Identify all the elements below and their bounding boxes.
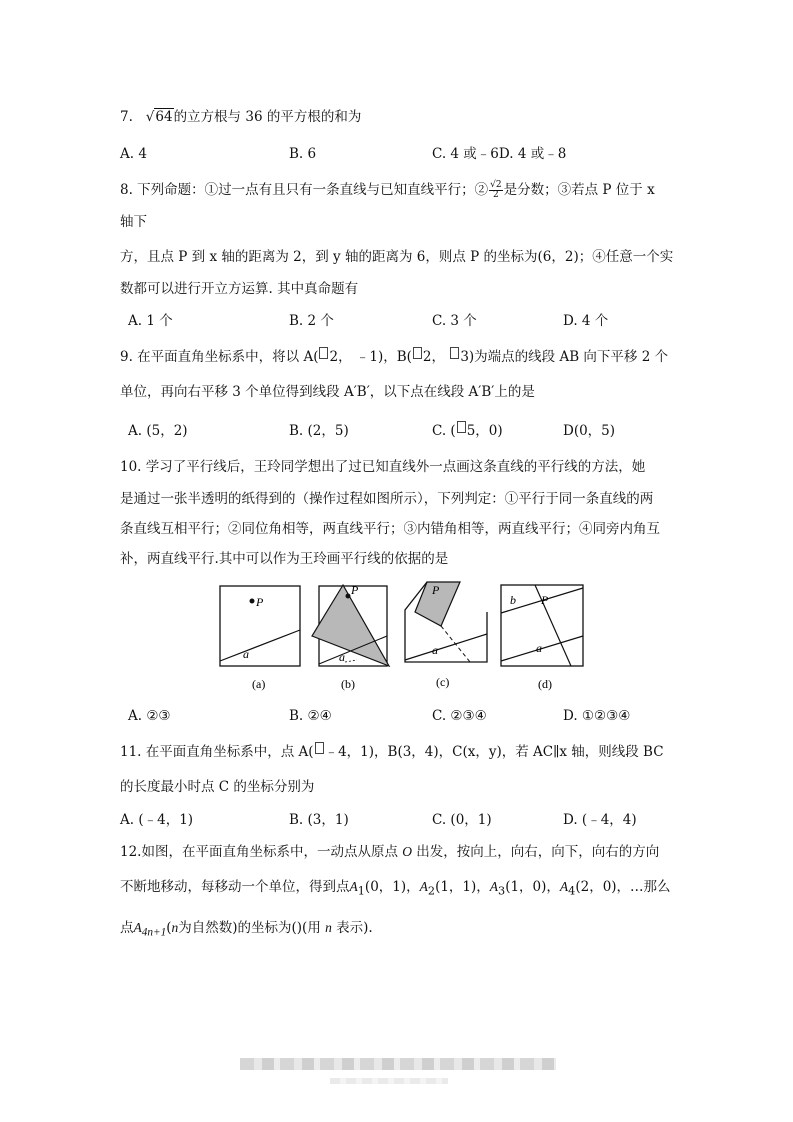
q8-option-d: D. 4 个 xyxy=(563,313,609,329)
missing-glyph-box-icon xyxy=(319,347,328,359)
q12-a3-sub: 3 xyxy=(498,884,506,898)
q12-a1-sub: 1 xyxy=(357,884,365,898)
q9-line1 xyxy=(120,347,668,367)
footer-watermark xyxy=(240,1058,556,1070)
q9-line1-b: 2， ﹣1)，B( xyxy=(329,349,412,365)
q10-line2: 是通过一张半透明的纸得到的（操作过程如图所示），下列判定：①平行于同一条直线的两 xyxy=(120,491,654,507)
q8-line1-a: 8. 下列命题：①过一点有且只有一条直线与已知直线平行；② xyxy=(120,182,489,198)
q9-option-c-a: C. ( xyxy=(432,423,456,439)
q12-line3-d: 表示). xyxy=(331,920,373,936)
q12-origin-o: O xyxy=(402,844,413,859)
q12-a4: A xyxy=(559,879,569,894)
q10-option-a: A. ②③ xyxy=(128,708,171,724)
figure-c xyxy=(405,582,487,689)
q8-frac-num: √2 xyxy=(490,180,502,190)
q7-radical: √64 xyxy=(145,109,173,125)
q9-line1-c: 2， xyxy=(422,349,450,365)
q7-option-b: B. 6 xyxy=(289,146,317,162)
q12-a4-sub: 4 xyxy=(568,884,576,898)
fig-d-a-label: a xyxy=(536,641,542,655)
q8-line1 xyxy=(120,180,655,200)
fig-d-caption: (d) xyxy=(538,677,552,691)
fig-d-p-label: P xyxy=(541,593,549,607)
q12-a4-coord: (2，0)，…那么 xyxy=(575,879,671,895)
q12-line3 xyxy=(120,918,373,943)
q11-line2: 的长度最小时点 C 的坐标分别为 xyxy=(120,779,315,795)
q8-option-a: A. 1 个 xyxy=(128,313,173,329)
fig-c-caption: (c) xyxy=(436,675,450,689)
q9-option-c-b: 5，0) xyxy=(466,423,503,439)
q12-line3-n2: n xyxy=(325,920,332,935)
q8-option-b: B. 2 个 xyxy=(289,313,334,329)
q12-line2 xyxy=(120,877,671,902)
q10-figure xyxy=(215,580,595,698)
missing-glyph-box-icon xyxy=(450,347,459,359)
q11-option-a: A. (﹣4，1) xyxy=(120,812,194,828)
fig-a-caption: (a) xyxy=(252,677,266,691)
q9-option-b: B. (2，5) xyxy=(289,423,349,439)
q9-option-a: A. (5，2) xyxy=(128,423,188,439)
q10-line3: 条直线互相平行；②同位角相等，两直线平行；③内错角相等，两直线平行；④同旁内角互 xyxy=(120,521,660,537)
q12-line3-b: ( xyxy=(166,920,172,936)
q9-line1-d: 3)为端点的线段 AB 向下平移 2 个 xyxy=(460,349,669,365)
fig-b-caption: (b) xyxy=(341,677,355,691)
fig-b-a-label: a xyxy=(339,650,345,664)
q12-line1 xyxy=(120,842,659,862)
q12-a1: A xyxy=(349,879,358,894)
q12-a3-coord: (1，0)， xyxy=(505,879,560,895)
q12-line1-a: 12.如图，在平面直角坐标系中，一动点从原点 xyxy=(120,844,403,860)
fig-c-a-label: a xyxy=(432,643,438,657)
fig-a-a-label: a xyxy=(243,647,249,661)
q8-line2: 轴下 xyxy=(120,214,147,230)
q8-line1-b: 是分数；③若点 P 位于 x xyxy=(503,182,655,198)
q12-a2-sub: 2 xyxy=(427,884,436,898)
q9-option-d: D(0，5) xyxy=(563,423,616,439)
fig-d-b-label: b xyxy=(510,593,516,607)
q8-fraction xyxy=(489,181,502,200)
q12-a2: A xyxy=(419,879,428,894)
q9-line2: 单位，再向右平移 3 个单位得到线段 A′B′，以下点在线段 A′B′上的是 xyxy=(120,384,535,400)
q10-option-d: D. ①②③④ xyxy=(563,708,631,724)
q7-radicand: 64 xyxy=(155,109,173,125)
q9-line1-a: 9. 在平面直角坐标系中，将以 A( xyxy=(120,349,319,365)
fig-b-p-label: P xyxy=(351,583,359,597)
q7-option-a: A. 4 xyxy=(120,146,147,162)
q8-line3: 方，且点 P 到 x 轴的距离为 2，到 y 轴的距离为 6，则点 P 的坐标为(6，2)；④任意一个实 xyxy=(120,249,674,265)
q12-a2-coord: (1，1)， xyxy=(435,879,490,895)
q7-option-cd: C. 4 或﹣6D. 4 或﹣8 xyxy=(432,146,567,162)
q12-a3: A xyxy=(489,879,499,894)
fig-a-p-label: P xyxy=(256,595,264,609)
q8-option-c: C. 3 个 xyxy=(432,313,477,329)
footer-watermark-secondary xyxy=(330,1078,448,1084)
figure-d xyxy=(501,585,583,691)
q8-line4: 数都可以进行开立方运算. 其中真命题有 xyxy=(120,281,359,297)
q11-option-b: B. (3，1) xyxy=(289,812,349,828)
q7-stem xyxy=(120,107,361,127)
q12-a1-coord: (0，1)， xyxy=(364,879,420,895)
q12-an-sub: 4n+1 xyxy=(141,926,167,939)
q12-line3-n: n xyxy=(171,920,179,935)
figure-b xyxy=(312,583,389,691)
q11-line1-a: 11. 在平面直角坐标系中，点 A( xyxy=(120,744,314,760)
missing-glyph-box-icon xyxy=(457,421,466,433)
q12-line3-c: 为自然数)的坐标为()(用 xyxy=(178,920,326,936)
q12-line3-a: 点 xyxy=(120,920,134,936)
q12-line1-b: 出发，按向上，向右，向下，向右的方向 xyxy=(412,844,660,860)
q10-option-b: B. ②④ xyxy=(289,708,332,724)
q8-frac-den: 2 xyxy=(493,190,499,200)
missing-glyph-box-icon xyxy=(413,347,422,359)
missing-glyph-box-icon xyxy=(315,742,324,754)
q11-option-d: D. (﹣4，4) xyxy=(563,812,637,828)
q10-line4: 补，两直线平行.其中可以作为王玲画平行线的依据的是 xyxy=(120,551,449,567)
q7-stem-text: 的立方根与 36 的平方根的和为 xyxy=(173,109,362,125)
q11-line1-b: ﹣4，1)，B(3，4)，C(x，y)，若 AC∥x 轴，则线段 BC xyxy=(324,744,664,760)
q10-line1: 10. 学习了平行线后，王玲同学想出了过已知直线外一点画这条直线的平行线的方法，她 xyxy=(120,459,646,475)
q12-an: A xyxy=(133,920,142,935)
q10-option-c: C. ②③④ xyxy=(432,708,487,724)
q11-option-c: C. (0，1) xyxy=(432,812,492,828)
fig-c-p-label: P xyxy=(432,583,440,597)
q11-line1 xyxy=(120,742,664,762)
figure-a xyxy=(220,586,300,691)
q12-line2-text: 不断地移动，每移动一个单位，得到点 xyxy=(120,879,350,895)
q7-number: 7. xyxy=(120,109,133,125)
q9-option-c xyxy=(432,421,503,441)
